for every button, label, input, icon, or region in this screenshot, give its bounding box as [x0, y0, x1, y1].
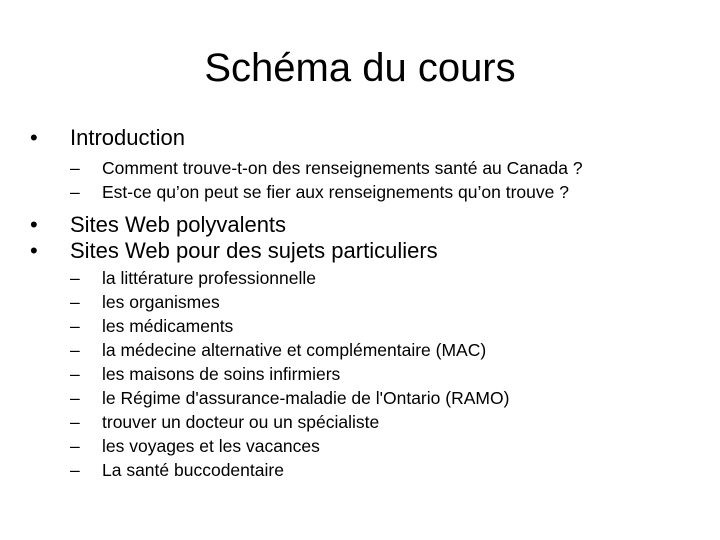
subitem [28, 266, 708, 290]
subitem [28, 410, 708, 434]
subitem [28, 180, 708, 204]
subitem [28, 362, 708, 386]
subitem [28, 290, 708, 314]
dash-icon: – [70, 316, 80, 336]
dash-icon: – [70, 292, 80, 312]
bullet-icon: • [30, 238, 38, 263]
subitem [28, 458, 708, 482]
dash-icon: – [70, 182, 80, 202]
sublist-introduction [28, 156, 708, 204]
sublist-sujets [28, 266, 708, 482]
dash-icon: – [70, 364, 80, 384]
dash-icon: – [70, 436, 80, 456]
subitem [28, 156, 708, 180]
subitem-label: les organismes [102, 292, 220, 312]
dash-icon: – [70, 388, 80, 408]
bullet-item-sites-polyvalents [28, 212, 708, 238]
dash-icon: – [70, 460, 80, 480]
subitem [28, 434, 708, 458]
bullet-item-introduction [28, 125, 708, 151]
bullet-label: Introduction [70, 125, 185, 150]
slide-title: Schéma du cours [204, 46, 516, 90]
dash-icon: – [70, 340, 80, 360]
bullet-icon: • [30, 212, 38, 237]
subitem [28, 386, 708, 410]
subitem-label: les voyages et les vacances [102, 436, 320, 456]
subitem-label: la médecine alternative et complémentaire (MAC) [102, 340, 487, 360]
subitem-label: les maisons de soins infirmiers [102, 364, 341, 384]
bullet-label: Sites Web pour des sujets particuliers [70, 238, 438, 263]
subitem [28, 314, 708, 338]
bullet-icon: • [30, 125, 38, 150]
dash-icon: – [70, 268, 80, 288]
dash-icon: – [70, 158, 80, 178]
slide-content [28, 125, 708, 482]
dash-icon: – [70, 412, 80, 432]
subitem-label: Est-ce qu’on peut se fier aux renseignements qu’on trouve ? [102, 182, 569, 202]
subitem-label: Comment trouve-t-on des renseignements santé au Canada ? [102, 158, 583, 178]
subitem [28, 338, 708, 362]
subitem-label: trouver un docteur ou un spécialiste [102, 412, 380, 432]
subitem-label: les médicaments [102, 316, 234, 336]
bullet-item-sites-sujets [28, 238, 708, 264]
bullet-label: Sites Web polyvalents [70, 212, 287, 237]
subitem-label: le Régime d'assurance-maladie de l'Ontario (RAMO) [102, 388, 510, 408]
subitem-label: La santé buccodentaire [102, 460, 284, 480]
subitem-label: la littérature professionnelle [102, 268, 317, 288]
